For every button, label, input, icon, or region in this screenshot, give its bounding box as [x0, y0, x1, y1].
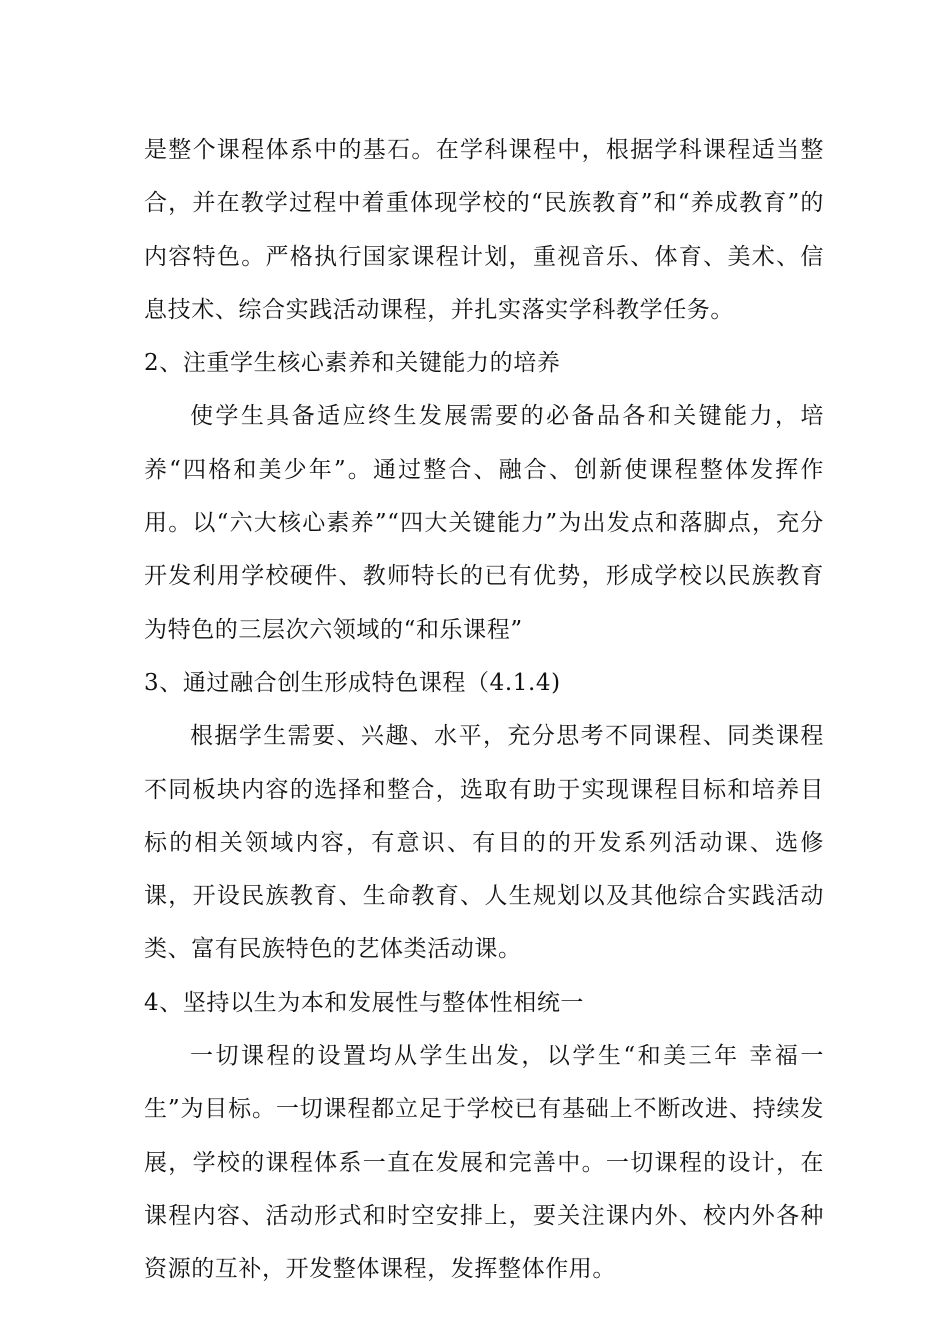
section-heading-featured-courses: 3、通过融合创生形成特色课程（4.1.4)	[144, 669, 561, 696]
paragraph-curriculum-foundation: 是整个课程体系中的基石。在学科课程中，根据学科课程适当整合，并在教学过程中着重体现学校的“民族教育”和“养成教育”的内容特色。严格执行国家课程计划，重视音乐、体育、美术、信息技术、综合实践活动课程，并扎实落实学科教学任务。	[144, 137, 824, 323]
section-heading-core-literacy: 2、注重学生核心素养和关键能力的培养	[144, 350, 561, 377]
section-heading-student-centered: 4、坚持以生为本和发展性与整体性相统一	[144, 989, 585, 1016]
paragraph-student-centered: 一切课程的设置均从学生出发，以学生“和美三年 幸福一生”为目标。一切课程都立足于学校已有基础上不断改进、持续发展，学校的课程体系一直在发展和完善中。一切课程的设计，在课程内容、活动形式和时空安排上，要关注课内外、校内外各种资源的互补，开发整体课程，发挥整体作用。	[144, 1043, 824, 1283]
document-body	[144, 124, 824, 1297]
paragraph-featured-courses: 根据学生需要、兴趣、水平，充分思考不同课程、同类课程不同板块内容的选择和整合，选取有助于实现课程目标和培养目标的相关领域内容，有意识、有目的的开发系列活动课、选修课，开设民族教育、生命教育、人生规划以及其他综合实践活动类、富有民族特色的艺体类活动课。	[144, 723, 824, 963]
paragraph-core-literacy: 使学生具备适应终生发展需要的必备品各和关键能力，培养“四格和美少年”。通过整合、融合、创新使课程整体发挥作用。以“六大核心素养”“四大关键能力”为出发点和落脚点，充分开发利用学校硬件、教师特长的已有优势，形成学校以民族教育为特色的三层次六领域的“和乐课程”	[144, 403, 824, 643]
